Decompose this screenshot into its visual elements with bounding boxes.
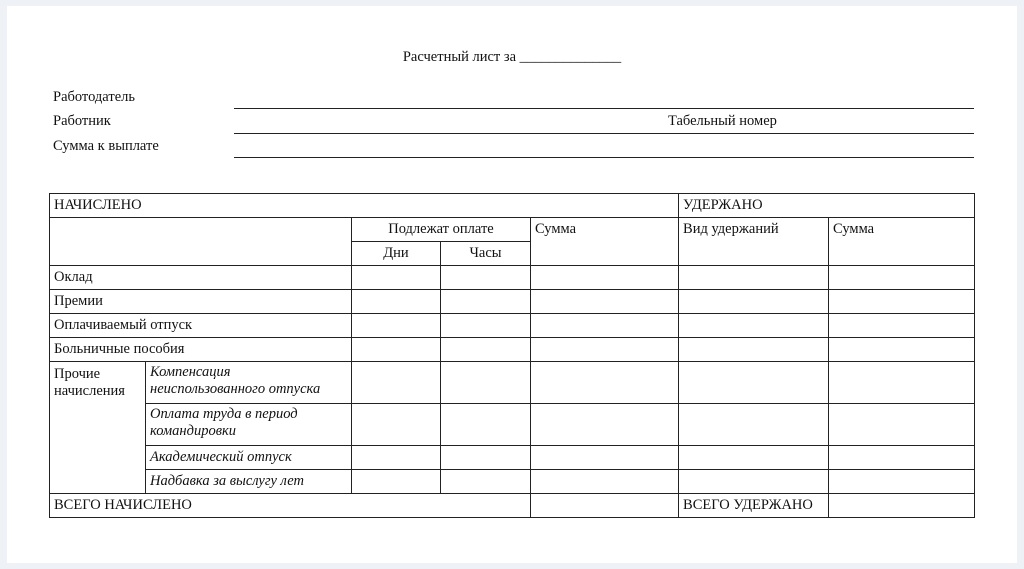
employer-label: Работодатель (53, 89, 135, 105)
row-label-salary: Оклад (50, 266, 352, 290)
hours-header: Часы (441, 242, 531, 266)
amount-line (234, 157, 974, 158)
total-withheld-label: ВСЕГО УДЕРЖАНО (679, 494, 829, 518)
days-cell (352, 470, 441, 494)
row-label-other-accruals: Прочие начисления (50, 362, 146, 494)
sum-cell (531, 362, 679, 404)
sum-cell (531, 266, 679, 290)
amount-label: Сумма к выплате (53, 138, 159, 154)
table-row (50, 338, 975, 362)
table-row (50, 362, 975, 404)
sum-cell (531, 404, 679, 446)
totals-row (50, 494, 975, 518)
deduction-type-cell (679, 338, 829, 362)
row-label-business-trip: Оплата труда в период командировки (146, 404, 352, 446)
deduction-sum-header: Сумма (829, 218, 975, 266)
deduction-type-cell (679, 362, 829, 404)
payable-header: Подлежат оплате (352, 218, 531, 242)
table-row (50, 314, 975, 338)
table-row (50, 470, 975, 494)
row-label-sick-benefits: Больничные пособия (50, 338, 352, 362)
deduction-sum-cell (829, 362, 975, 404)
hours-cell (441, 362, 531, 404)
row-label-seniority-bonus: Надбавка за выслугу лет (146, 470, 352, 494)
sum-header: Сумма (531, 218, 679, 266)
days-cell (352, 338, 441, 362)
table-row (50, 266, 975, 290)
table-row (50, 446, 975, 470)
deduction-type-cell (679, 266, 829, 290)
hours-cell (441, 404, 531, 446)
table-row (50, 290, 975, 314)
days-cell (352, 446, 441, 470)
deduction-sum-cell (829, 446, 975, 470)
table-row (50, 404, 975, 446)
days-header: Дни (352, 242, 441, 266)
days-cell (352, 290, 441, 314)
hours-cell (441, 266, 531, 290)
hours-cell (441, 446, 531, 470)
sum-cell (531, 470, 679, 494)
sum-cell (531, 338, 679, 362)
total-accrued-sum-cell (531, 494, 679, 518)
deduction-type-cell (679, 314, 829, 338)
sum-cell (531, 290, 679, 314)
employee-label: Работник (53, 113, 111, 129)
hours-cell (441, 290, 531, 314)
sum-cell (531, 314, 679, 338)
row-label-unused-vacation: Компенсация неиспользованного отпуска (146, 362, 352, 404)
employer-line (234, 108, 974, 109)
days-cell (352, 362, 441, 404)
days-cell (352, 314, 441, 338)
withheld-header: УДЕРЖАНО (679, 194, 975, 218)
days-cell (352, 266, 441, 290)
deduction-type-cell (679, 404, 829, 446)
deduction-type-cell (679, 290, 829, 314)
deduction-sum-cell (829, 338, 975, 362)
deduction-sum-cell (829, 266, 975, 290)
deduction-type-header: Вид удержаний (679, 218, 829, 266)
tab-number-label: Табельный номер (668, 113, 777, 129)
hours-cell (441, 338, 531, 362)
deduction-type-cell (679, 446, 829, 470)
hours-cell (441, 470, 531, 494)
document-title: Расчетный лист за ______________ (402, 49, 622, 65)
row-label-bonuses: Премии (50, 290, 352, 314)
row-label-paid-vacation: Оплачиваемый отпуск (50, 314, 352, 338)
deduction-sum-cell (829, 290, 975, 314)
total-accrued-label: ВСЕГО НАЧИСЛЕНО (50, 494, 531, 518)
days-cell (352, 404, 441, 446)
deduction-sum-cell (829, 404, 975, 446)
deduction-sum-cell (829, 314, 975, 338)
total-withheld-sum-cell (829, 494, 975, 518)
deduction-type-cell (679, 470, 829, 494)
row-label-academic-leave: Академический отпуск (146, 446, 352, 470)
hours-cell (441, 314, 531, 338)
payslip-table (49, 193, 975, 518)
sum-cell (531, 446, 679, 470)
deduction-sum-cell (829, 470, 975, 494)
accrued-header: НАЧИСЛЕНО (50, 194, 679, 218)
blank-header-cell (50, 218, 352, 266)
employee-line (234, 133, 974, 134)
